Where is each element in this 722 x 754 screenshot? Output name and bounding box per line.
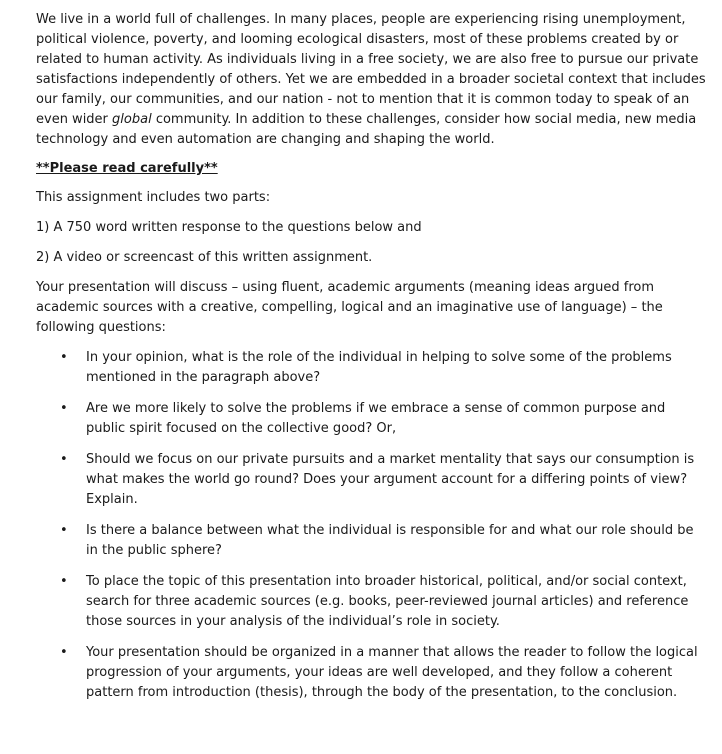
read-carefully-notice: **Please read carefully** [36,161,218,176]
question-text: In your opinion, what is the role of the individual in helping to solve some of the problems mentioned in the paragraph above? [86,350,672,385]
bullet-icon: • [60,645,68,660]
intro-paragraph [36,10,706,150]
bullet-icon: • [60,574,68,589]
intro-text-start: We live in a world full of challenges. In many places, people are experiencing rising unemployment, political violence, poverty, and looming ecological disasters, most of these problems created by or related to human activity. As individuals living in a free society, we are also free to pursue our private satisfactions independently of others. Yet we are embedded in a broader societal context that includes our family, our communities, and our nation - not to mention that it is common today to speak of an even wider [36,12,706,127]
question-text: Your presentation should be organized in a manner that allows the reader to follow the logical progression of your arguments, your ideas are well developed, and they follow a coherent pattern from introduction (thesis), through the body of the presentation, to the conclusion. [86,645,698,700]
presentation-intro: Your presentation will discuss – using fluent, academic arguments (meaning ideas argued from academic sources with a creative, compelling, logical and an imaginative use of language) – the following questions: [36,280,663,335]
question-item [36,399,706,439]
question-text: Is there a balance between what the individual is responsible for and what our role should be in the public sphere? [86,523,694,558]
question-text: Should we focus on our private pursuits and a market mentality that says our consumption is what makes the world go round? Does your argument account for a differing points of view? Explain. [86,452,695,507]
question-item [36,450,706,510]
question-item [36,521,706,561]
question-item [36,348,706,388]
parts-intro: This assignment includes two parts: [36,190,271,205]
intro-text-end: community. In addition to these challenges, consider how social media, new media technology and even automation are changing and shaping the world. [36,112,697,147]
question-item [36,572,706,632]
question-list [36,348,706,703]
part-one: 1) A 750 word written response to the questions below and [36,220,422,235]
bullet-icon: • [60,452,68,467]
bullet-icon: • [60,523,68,538]
intro-text-italic: global [112,112,152,127]
bullet-icon: • [60,401,68,416]
question-text: Are we more likely to solve the problems if we embrace a sense of common purpose and public spirit focused on the collective good? Or, [86,401,666,436]
bullet-icon: • [60,350,68,365]
question-text: To place the topic of this presentation into broader historical, political, and/or social context, search for three academic sources (e.g. books, peer-reviewed journal articles) and reference those sources in your analysis of the individual’s role in society. [86,574,689,629]
part-two: 2) A video or screencast of this written assignment. [36,250,373,265]
question-item [36,643,706,703]
